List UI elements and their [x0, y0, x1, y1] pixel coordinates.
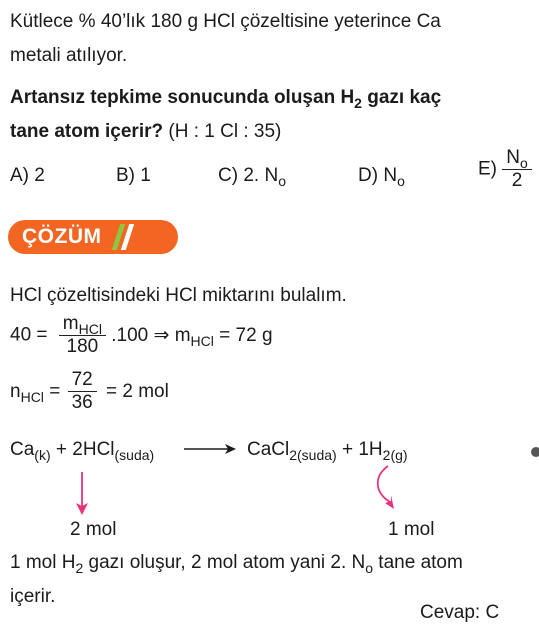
mol-right	[388, 518, 434, 542]
question-line-1	[10, 10, 441, 34]
reaction-ca-state: (k)	[34, 447, 51, 463]
eq1-mid-subscript: HCl	[190, 332, 214, 349]
option-e-num-subscript: o	[520, 155, 528, 171]
reaction-left	[10, 438, 154, 462]
eq1-fraction	[59, 314, 106, 357]
question-bold-end: gazı kaç	[361, 87, 442, 108]
solution-badge-label: ÇÖZÜM	[22, 225, 102, 248]
option-c-label: C) 2. N	[218, 165, 279, 186]
option-a[interactable]	[10, 164, 45, 188]
reaction-hcl: + 2HCl	[50, 439, 115, 460]
mol-left-label: 2 mol	[70, 519, 117, 540]
option-e-numerator: N	[506, 147, 521, 168]
conclusion-line-2	[10, 585, 55, 609]
answer	[420, 601, 499, 625]
question-bold-text: Artansız tepkime sonucunda oluşan H	[10, 87, 355, 108]
mol-left	[70, 518, 116, 542]
eq2-denominator: 36	[71, 392, 93, 413]
eq2-n-subscript: HCl	[20, 388, 44, 405]
reaction-arrow-icon	[182, 440, 238, 458]
eq2-fraction	[68, 370, 97, 413]
eq1-denominator: 180	[66, 336, 99, 357]
reaction-right	[247, 438, 408, 462]
reaction-h2: + 1H	[336, 439, 383, 460]
conclusion-b: gazı oluşur, 2 mol atom yani 2. N	[83, 552, 366, 573]
question-line-2	[10, 44, 127, 68]
eq1-numerator-subscript: HCl	[78, 321, 102, 337]
answer-label: Cevap: C	[420, 602, 500, 623]
eq2-n: n	[10, 380, 21, 402]
conclusion-line-2-text: içerir.	[10, 586, 56, 607]
solution-badge	[8, 220, 178, 254]
question-bold-line-1	[10, 86, 441, 110]
option-e-denominator: 2	[511, 170, 523, 191]
question-bold-line-2	[10, 120, 281, 144]
question-text-1: Kütlece % 40’lık 180 g HCl çözeltisine yeterince Ca	[10, 11, 441, 32]
option-c-subscript: o	[278, 173, 286, 189]
option-d-label: D) N	[358, 165, 398, 186]
pink-curved-arrow-icon	[372, 462, 402, 514]
conclusion-a-subscript: 2	[75, 560, 84, 576]
conclusion-line-1	[10, 551, 463, 575]
conclusion-a: 1 mol H	[10, 552, 76, 573]
option-c[interactable]	[218, 164, 286, 188]
eq1-mid: .100 ⇒ m	[111, 324, 191, 346]
option-d-subscript: o	[397, 173, 405, 189]
eq2-right: = 2 mol	[106, 380, 169, 402]
solution-intro-text: HCl çözeltisindeki HCl miktarını bulalım.	[10, 285, 347, 306]
reaction-cacl2-state: 2(suda)	[289, 447, 337, 463]
eq1-left: 40 =	[10, 324, 48, 346]
question-bold-text-2: tane atom içerir?	[10, 121, 164, 142]
reaction-cacl2: CaCl	[247, 439, 290, 460]
question-text-2: metali atılıyor.	[10, 45, 128, 66]
equation-1	[10, 314, 273, 357]
eq2-numerator: 72	[68, 370, 97, 392]
mol-right-label: 1 mol	[388, 519, 435, 540]
conclusion-c: tane atom	[373, 552, 463, 573]
eq2-equals: =	[43, 380, 61, 402]
option-e-label: E)	[478, 158, 497, 180]
equation-2	[10, 370, 169, 413]
reaction-ca: Ca	[10, 439, 35, 460]
atomic-mass-hint: (H : 1 Cl : 35)	[163, 121, 282, 142]
eq1-numerator: m	[62, 313, 79, 334]
reaction-hcl-state: (suda)	[114, 447, 155, 463]
option-a-label: A) 2	[10, 165, 45, 186]
option-d[interactable]	[358, 164, 405, 188]
option-e[interactable]	[478, 148, 532, 191]
conclusion-b-subscript: o	[365, 560, 374, 576]
solution-intro	[10, 284, 347, 308]
eq1-rest	[111, 324, 273, 349]
edge-dot	[531, 447, 539, 457]
option-b-label: B) 1	[116, 165, 151, 186]
option-b[interactable]	[116, 164, 151, 188]
option-e-fraction	[502, 148, 532, 191]
eq2-left	[10, 380, 61, 405]
pink-down-arrow-icon	[72, 470, 92, 516]
h2-subscript: 2	[354, 95, 362, 111]
eq1-right: = 72 g	[213, 324, 273, 346]
reaction-h2-state: 2(g)	[382, 447, 408, 463]
